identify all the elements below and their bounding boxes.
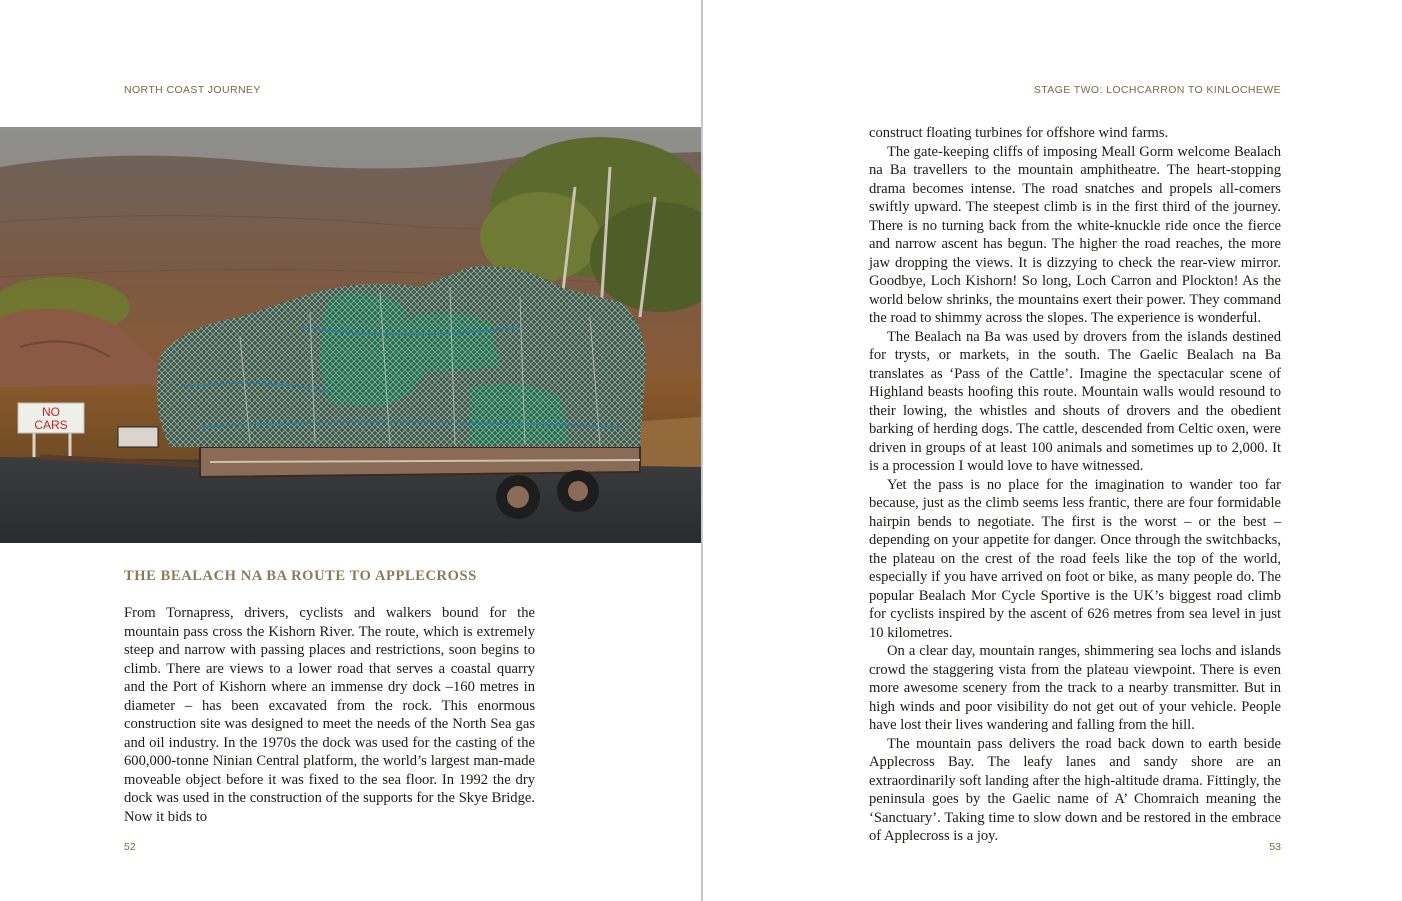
lobster-pots-trailer-photo (0, 127, 701, 543)
paragraph: The Bealach na Ba was used by drovers from the islands destined for trysts, or markets, in the south. The Gaelic Bealach na Ba translates as ‘Pass of the Cattle’. Imagine the spectacular scene of Highland beasts hoofing this route. Mountain walls would resound to their lowing, the whistles and shouts of drovers and the obedient barking of herding dogs. The cattle, descended from Celtic oxen, were driven in groups of at least 100 animals and sometimes up to 2,000. It is a procession I would love to have witnessed. (869, 328, 1281, 474)
left-page-number: 52 (124, 841, 136, 853)
right-body-text (869, 124, 1281, 846)
sign-text-line2: CARS (34, 418, 68, 432)
paragraph: From Tornapress, drivers, cyclists and walkers bound for the mountain pass cross the Kishorn River. The route, which is extremely steep and narrow with passing places and restrictions, soon begins to climb. There are views to a lower road that serves a coastal quarry and the Port of Kishorn where an immense dry dock –160 metres in diameter – has been excavated from the rock. This enormous construction site was designed to meet the needs of the North Sea gas and oil industry. In the 1970s the dock was used for the casting of the 600,000-tonne Ninian Central platform, the world’s largest man-made moveable object before it was fixed to the sea floor. In 1992 the dry dock was used in the construction of the supports for the Skye Bridge. Now it bids to (124, 605, 535, 825)
paragraph: The mountain pass delivers the road back down to earth beside Applecross Bay. The leafy lanes and sandy shore are an extraordinarily soft landing after the high-altitude drama. Fittingly, the peninsula goes by the Gaelic name of A’ Chomraich meaning the ‘Sanctuary’. Taking time to slow down and be restored in the embrace of Applecross is a joy. (869, 735, 1281, 844)
section-heading: THE BEALACH NA BA ROUTE TO APPLECROSS (124, 568, 477, 584)
paragraph: The gate-keeping cliffs of imposing Meall Gorm welcome Bealach na Ba travellers to the mountain amphitheatre. The heart-stopping drama becomes intense. The road snatches and propels all-comers swiftly upward. The steepest climb is in the first third of the journey. There is no turning back from the white-knuckle ride once the fierce and narrow ascent has begun. The higher the road reaches, the more jaw dropping the views. It is dizzying to check the rear-view mirror. Goodbye, Loch Kishorn! So long, Loch Carron and Plockton! As the world below shrinks, the mountains exert their power. They command the road to shimmy across the slopes. The experience is wonderful. (869, 143, 1281, 326)
left-running-head: NORTH COAST JOURNEY (124, 84, 261, 96)
right-page-number: 53 (1269, 841, 1281, 853)
right-page (703, 0, 1402, 901)
left-body-text (124, 604, 535, 826)
paragraph: Yet the pass is no place for the imagination to wander too far because, just as the climb seems less frantic, there are four formidable hairpin bends to negotiate. The first is the worst – or the best – depending on your appetite for danger. Once through the switchbacks, the plateau on the crest of the road feels like the top of the world, especially if you have arrived on foot or bike, as many people do. The popular Bealach Mor Cycle Sportive is the UK’s biggest road climb for cyclists inspired by the ascent of 626 metres from sea level in just 10 kilometres. (869, 476, 1281, 641)
sign-text-line1: NO (42, 405, 60, 419)
right-running-head: STAGE TWO: LOCHCARRON TO KINLOCHEWE (1033, 84, 1281, 96)
paragraph: construct floating turbines for offshore wind farms. (869, 125, 1169, 141)
paragraph: On a clear day, mountain ranges, shimmering sea lochs and islands crowd the staggering vista from the plateau viewpoint. There is even more awesome scenery from the track to a nearby transmitter. But in high winds and poor visibility do not get out of your vehicle. People have lost their lives wandering and falling from the hill. (869, 643, 1281, 733)
